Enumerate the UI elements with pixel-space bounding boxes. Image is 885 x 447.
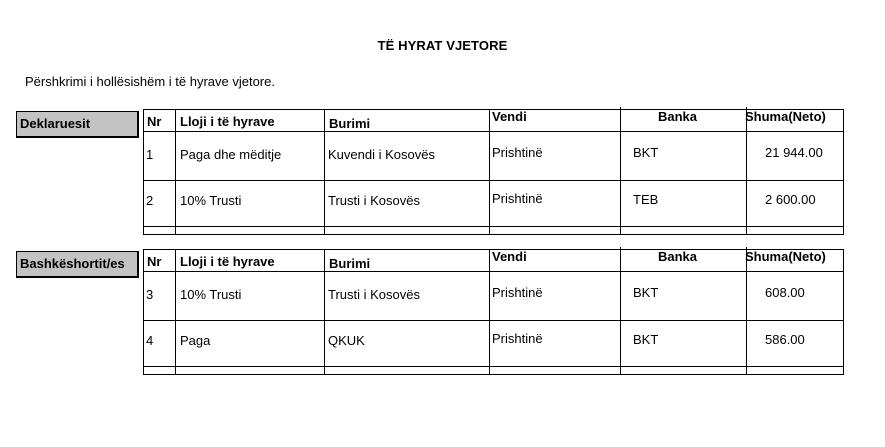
- col-header-lloji: Lloji i të hyrave: [180, 114, 275, 129]
- col-header-nr: Nr: [147, 114, 162, 129]
- income-table-deklaruesit: [143, 109, 844, 235]
- cell-lloji: Paga: [180, 333, 211, 348]
- column-divider: [746, 247, 747, 374]
- cell-lloji: 10% Trusti: [180, 287, 242, 302]
- col-header-vendi: Vendi: [492, 249, 527, 264]
- col-header-banka: Banka: [658, 249, 698, 264]
- row-divider: [144, 226, 843, 227]
- column-divider: [620, 247, 621, 374]
- cell-nr: 2: [146, 193, 154, 208]
- cell-burimi: QKUK: [328, 333, 365, 348]
- row-divider: [144, 180, 843, 181]
- section-label-bashkeshortit: Bashkëshortit/es: [16, 251, 139, 278]
- col-header-shuma: Shuma(Neto): [745, 249, 826, 264]
- header-divider: [144, 131, 843, 132]
- cell-shuma: 2 600.00: [765, 192, 816, 207]
- col-header-banka: Banka: [658, 109, 698, 124]
- cell-lloji: 10% Trusti: [180, 193, 242, 208]
- header-divider: [144, 271, 843, 272]
- cell-burimi: Kuvendi i Kosovës: [328, 147, 435, 162]
- cell-vendi: Prishtinë: [492, 191, 543, 206]
- cell-shuma: 21 944.00: [765, 145, 823, 160]
- col-header-nr: Nr: [147, 254, 162, 269]
- cell-banka: BKT: [633, 285, 659, 300]
- column-divider: [746, 107, 747, 234]
- row-divider: [144, 320, 843, 321]
- column-divider: [324, 110, 325, 234]
- cell-banka: BKT: [633, 332, 659, 347]
- cell-shuma: 608.00: [765, 285, 805, 300]
- cell-burimi: Trusti i Kosovës: [328, 287, 420, 302]
- document-subtitle: Përshkrimi i hollësishëm i të hyrave vjetore.: [25, 74, 275, 89]
- row-divider: [144, 366, 843, 367]
- column-divider: [175, 250, 176, 374]
- col-header-lloji: Lloji i të hyrave: [180, 254, 275, 269]
- cell-vendi: Prishtinë: [492, 145, 543, 160]
- column-divider: [489, 110, 490, 234]
- section-label-deklaruesit: Deklaruesit: [16, 111, 139, 138]
- cell-shuma: 586.00: [765, 332, 805, 347]
- cell-nr: 3: [146, 287, 154, 302]
- col-header-shuma: Shuma(Neto): [745, 109, 826, 124]
- column-divider: [175, 110, 176, 234]
- col-header-burimi: Burimi: [329, 116, 371, 131]
- col-header-vendi: Vendi: [492, 109, 527, 124]
- cell-vendi: Prishtinë: [492, 331, 543, 346]
- cell-nr: 1: [146, 147, 154, 162]
- document-title: TË HYRAT VJETORE: [377, 38, 508, 53]
- cell-banka: TEB: [633, 192, 659, 207]
- cell-banka: BKT: [633, 145, 659, 160]
- column-divider: [324, 250, 325, 374]
- column-divider: [620, 107, 621, 234]
- cell-lloji: Paga dhe mëditje: [180, 147, 282, 162]
- cell-burimi: Trusti i Kosovës: [328, 193, 420, 208]
- col-header-burimi: Burimi: [329, 256, 371, 271]
- income-table-bashkeshortit: [143, 249, 844, 375]
- cell-nr: 4: [146, 333, 154, 348]
- column-divider: [489, 250, 490, 374]
- cell-vendi: Prishtinë: [492, 285, 543, 300]
